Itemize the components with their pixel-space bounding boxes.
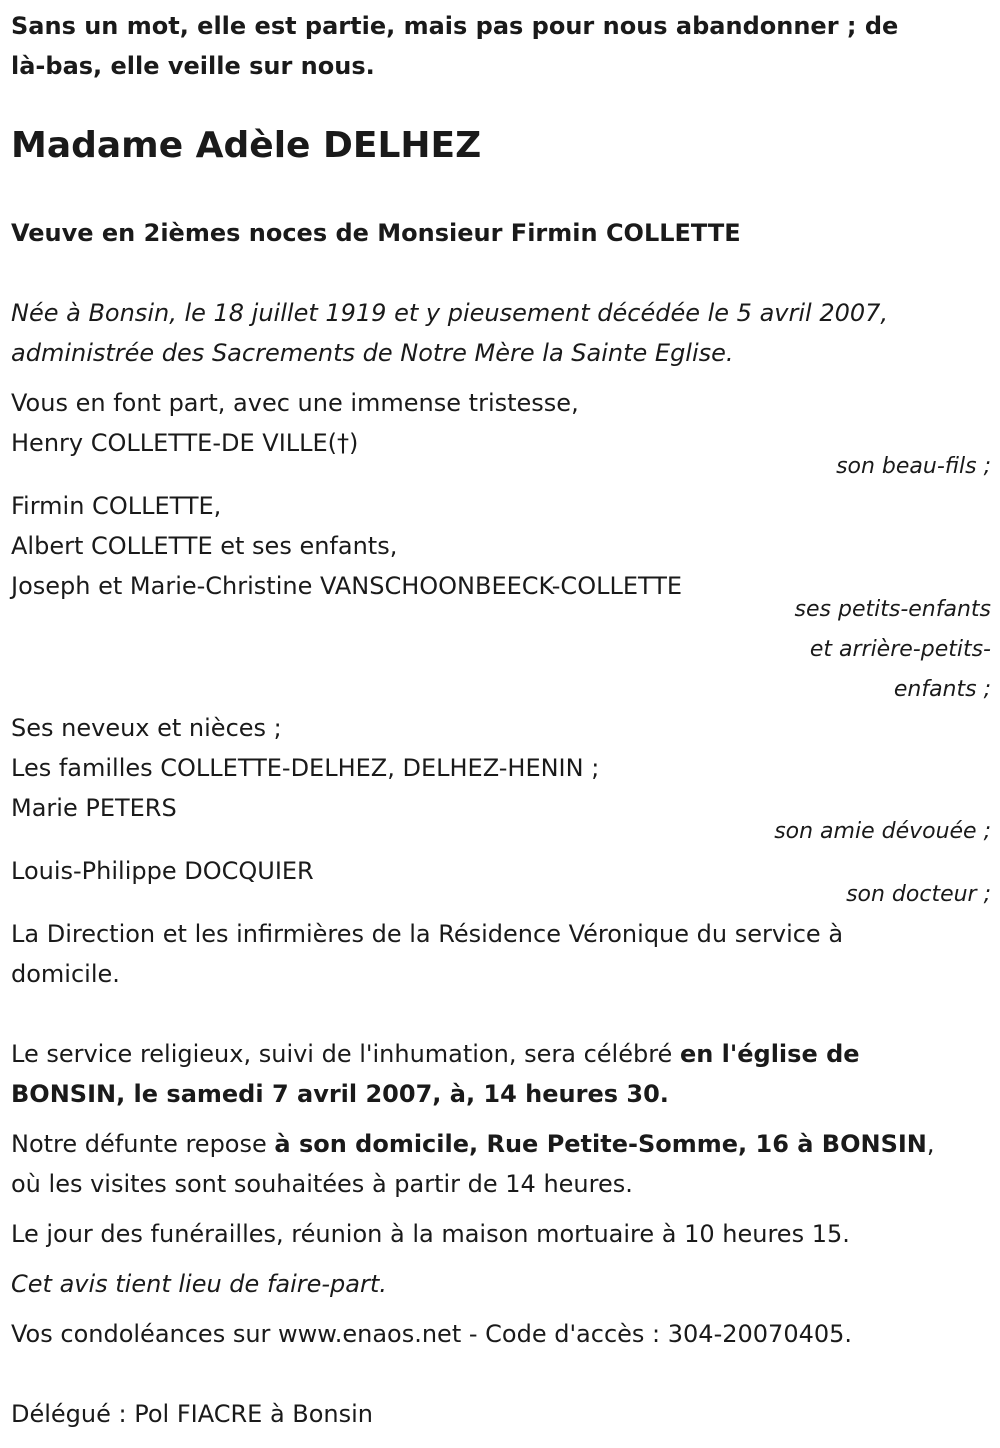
service-church: en l'église de <box>679 1040 860 1068</box>
delegate: Délégué : Pol FIACRE à Bonsin <box>11 1400 374 1428</box>
funeral-day: Le jour des funérailles, réunion à la maison mortuaire à 10 heures 15. <box>11 1220 850 1248</box>
relatives-line-3: Marie PETERS <box>11 794 177 822</box>
service-line-1 <box>11 1040 860 1068</box>
grandchild-line-1: Firmin COLLETTE, <box>11 492 222 520</box>
announcement-intro: Vous en font part, avec une immense tristesse, <box>11 389 579 417</box>
service-text: Le service religieux, suivi de l'inhumation, sera célébré <box>11 1040 680 1068</box>
rest-address: à son domicile, Rue Petite-Somme, 16 à BONSIN <box>274 1130 927 1158</box>
birth-death-line-2: administrée des Sacrements de Notre Mère la Sainte Eglise. <box>11 339 734 367</box>
condolences: Vos condoléances sur www.enaos.net - Code d'accès : 304-20070405. <box>11 1320 853 1348</box>
grandchildren-relation-line-3: enfants ; <box>893 677 991 702</box>
rest-line-2: où les visites sont souhaitées à partir de 14 heures. <box>11 1170 633 1198</box>
relatives-line-1: Ses neveux et nièces ; <box>11 714 282 742</box>
rest-text: Notre défunte repose <box>11 1130 275 1158</box>
rest-line-1 <box>11 1130 935 1158</box>
care-line-2: domicile. <box>11 960 120 988</box>
birth-death-line-1: Née à Bonsin, le 18 juillet 1919 et y pieusement décédée le 5 avril 2007, <box>11 299 889 327</box>
epigraph-line-2: là-bas, elle veille sur nous. <box>11 52 375 80</box>
notice-text: Cet avis tient lieu de faire-part. <box>11 1270 387 1298</box>
grandchild-line-2: Albert COLLETTE et ses enfants, <box>11 532 398 560</box>
epigraph-line-1: Sans un mot, elle est partie, mais pas pour nous abandonner ; de <box>11 12 899 40</box>
grandchildren-relation-line-2: et arrière-petits- <box>809 637 991 662</box>
deceased-name: Madame Adèle DELHEZ <box>11 125 482 166</box>
grandchild-line-3: Joseph et Marie-Christine VANSCHOONBEECK-COLLETTE <box>11 572 683 600</box>
rest-comma: , <box>926 1130 935 1158</box>
widow-of: Veuve en 2ièmes noces de Monsieur Firmin COLLETTE <box>11 219 741 247</box>
service-line-2: BONSIN, le samedi 7 avril 2007, à, 14 heures 30. <box>11 1080 669 1108</box>
son-in-law-relation: son beau-fils ; <box>836 454 991 479</box>
friend-relation: son amie dévouée ; <box>774 819 991 844</box>
relatives-line-2: Les familles COLLETTE-DELHEZ, DELHEZ-HENIN ; <box>11 754 600 782</box>
doctor-name: Louis-Philippe DOCQUIER <box>11 857 314 885</box>
doctor-relation: son docteur ; <box>846 882 991 907</box>
grandchildren-relation-line-1: ses petits-enfants <box>794 597 991 622</box>
son-in-law-name: Henry COLLETTE-DE VILLE(†) <box>11 429 359 457</box>
care-line-1: La Direction et les infirmières de la Résidence Véronique du service à <box>11 920 844 948</box>
